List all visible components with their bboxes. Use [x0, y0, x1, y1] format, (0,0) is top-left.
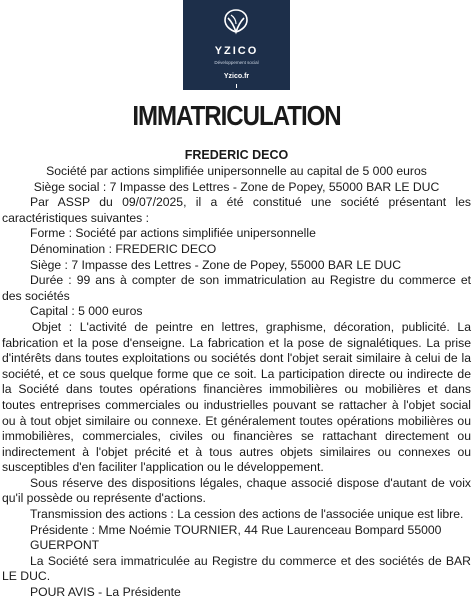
purpose-paragraph: Objet : L'activité de peintre en lettres, graphisme, décoration, publicité. La fabrication et la pose d'enseigne. La fabrication et la pose de signalétiques. La prise d'intérêts dans toutes exploitations ou sociétés dont l'objet serait similaire à celui de la société, et ce sous quelque forme que ce soit. La participation directe ou indirecte de la Société dans toutes opérations financières immobilières ou mobilières et dans toutes entreprises commerciales ou industrielles pouvant se rattacher à l'objet social ou à tout objet similaire ou connexe. Et généralement toutes opérations mobilières ou immobilières, commerciales, civiles ou financières se rattachant directement ou indirectement à l'objet précité et à tous autres objets similaires ou connexes ou susceptibles d'en faciliter l'application ou le développement. [2, 319, 471, 475]
yzico-logo [183, 0, 290, 90]
notice-title: IMMATRICULATION [132, 100, 341, 131]
president-line: Présidente : Mme Noémie TOURNIER, 44 Rue Laurenceau Bompard 55000 GUERPONT [30, 522, 442, 553]
capital-line: Société par actions simplifiée unipersonnelle au capital de 5 000 euros [46, 164, 427, 178]
registered-office-line: Siège social : 7 Impasse des Lettres - Zone de Popey, 55000 BAR LE DUC [33, 179, 440, 194]
logo-divider [236, 84, 237, 88]
duration-line: Durée : 99 ans à compter de son immatriculation au Registre du commerce et des sociétés [2, 273, 471, 303]
form-line: Forme : Société par actions simplifiée unipersonnelle [30, 226, 316, 241]
voting-paragraph: Sous réserve des dispositions légales, chaque associé dispose d'autant de voix qu'il possède ou représente d'actions. [2, 475, 471, 506]
transfer-line: Transmission des actions : La cession des actions de l'associée unique est libre. [30, 507, 464, 522]
capital-amount-line: Capital : 5 000 euros [30, 304, 143, 319]
logo-tagline: Développement social [214, 60, 259, 65]
denomination-line: Dénomination : FREDERIC DECO [30, 241, 217, 256]
yzico-swirl-icon [216, 6, 256, 40]
constitution-paragraph: Par ASSP du 09/07/2025, il a été constitué une société présentant les caractéristiques suivantes : [2, 195, 471, 225]
siege-line: Siège : 7 Impasse des Lettres - Zone de Popey, 55000 BAR LE DUC [30, 257, 402, 272]
logo-url[interactable]: Yzico.fr [223, 73, 250, 80]
notice-body [2, 164, 471, 601]
signature-line: POUR AVIS - La Présidente [30, 585, 181, 600]
registration-paragraph: La Société sera immatriculée au Registre du commerce et des sociétés de BAR LE DUC. [2, 553, 471, 584]
logo-brand: YZICO [214, 45, 259, 57]
company-name: FREDERIC DECO [184, 148, 289, 162]
